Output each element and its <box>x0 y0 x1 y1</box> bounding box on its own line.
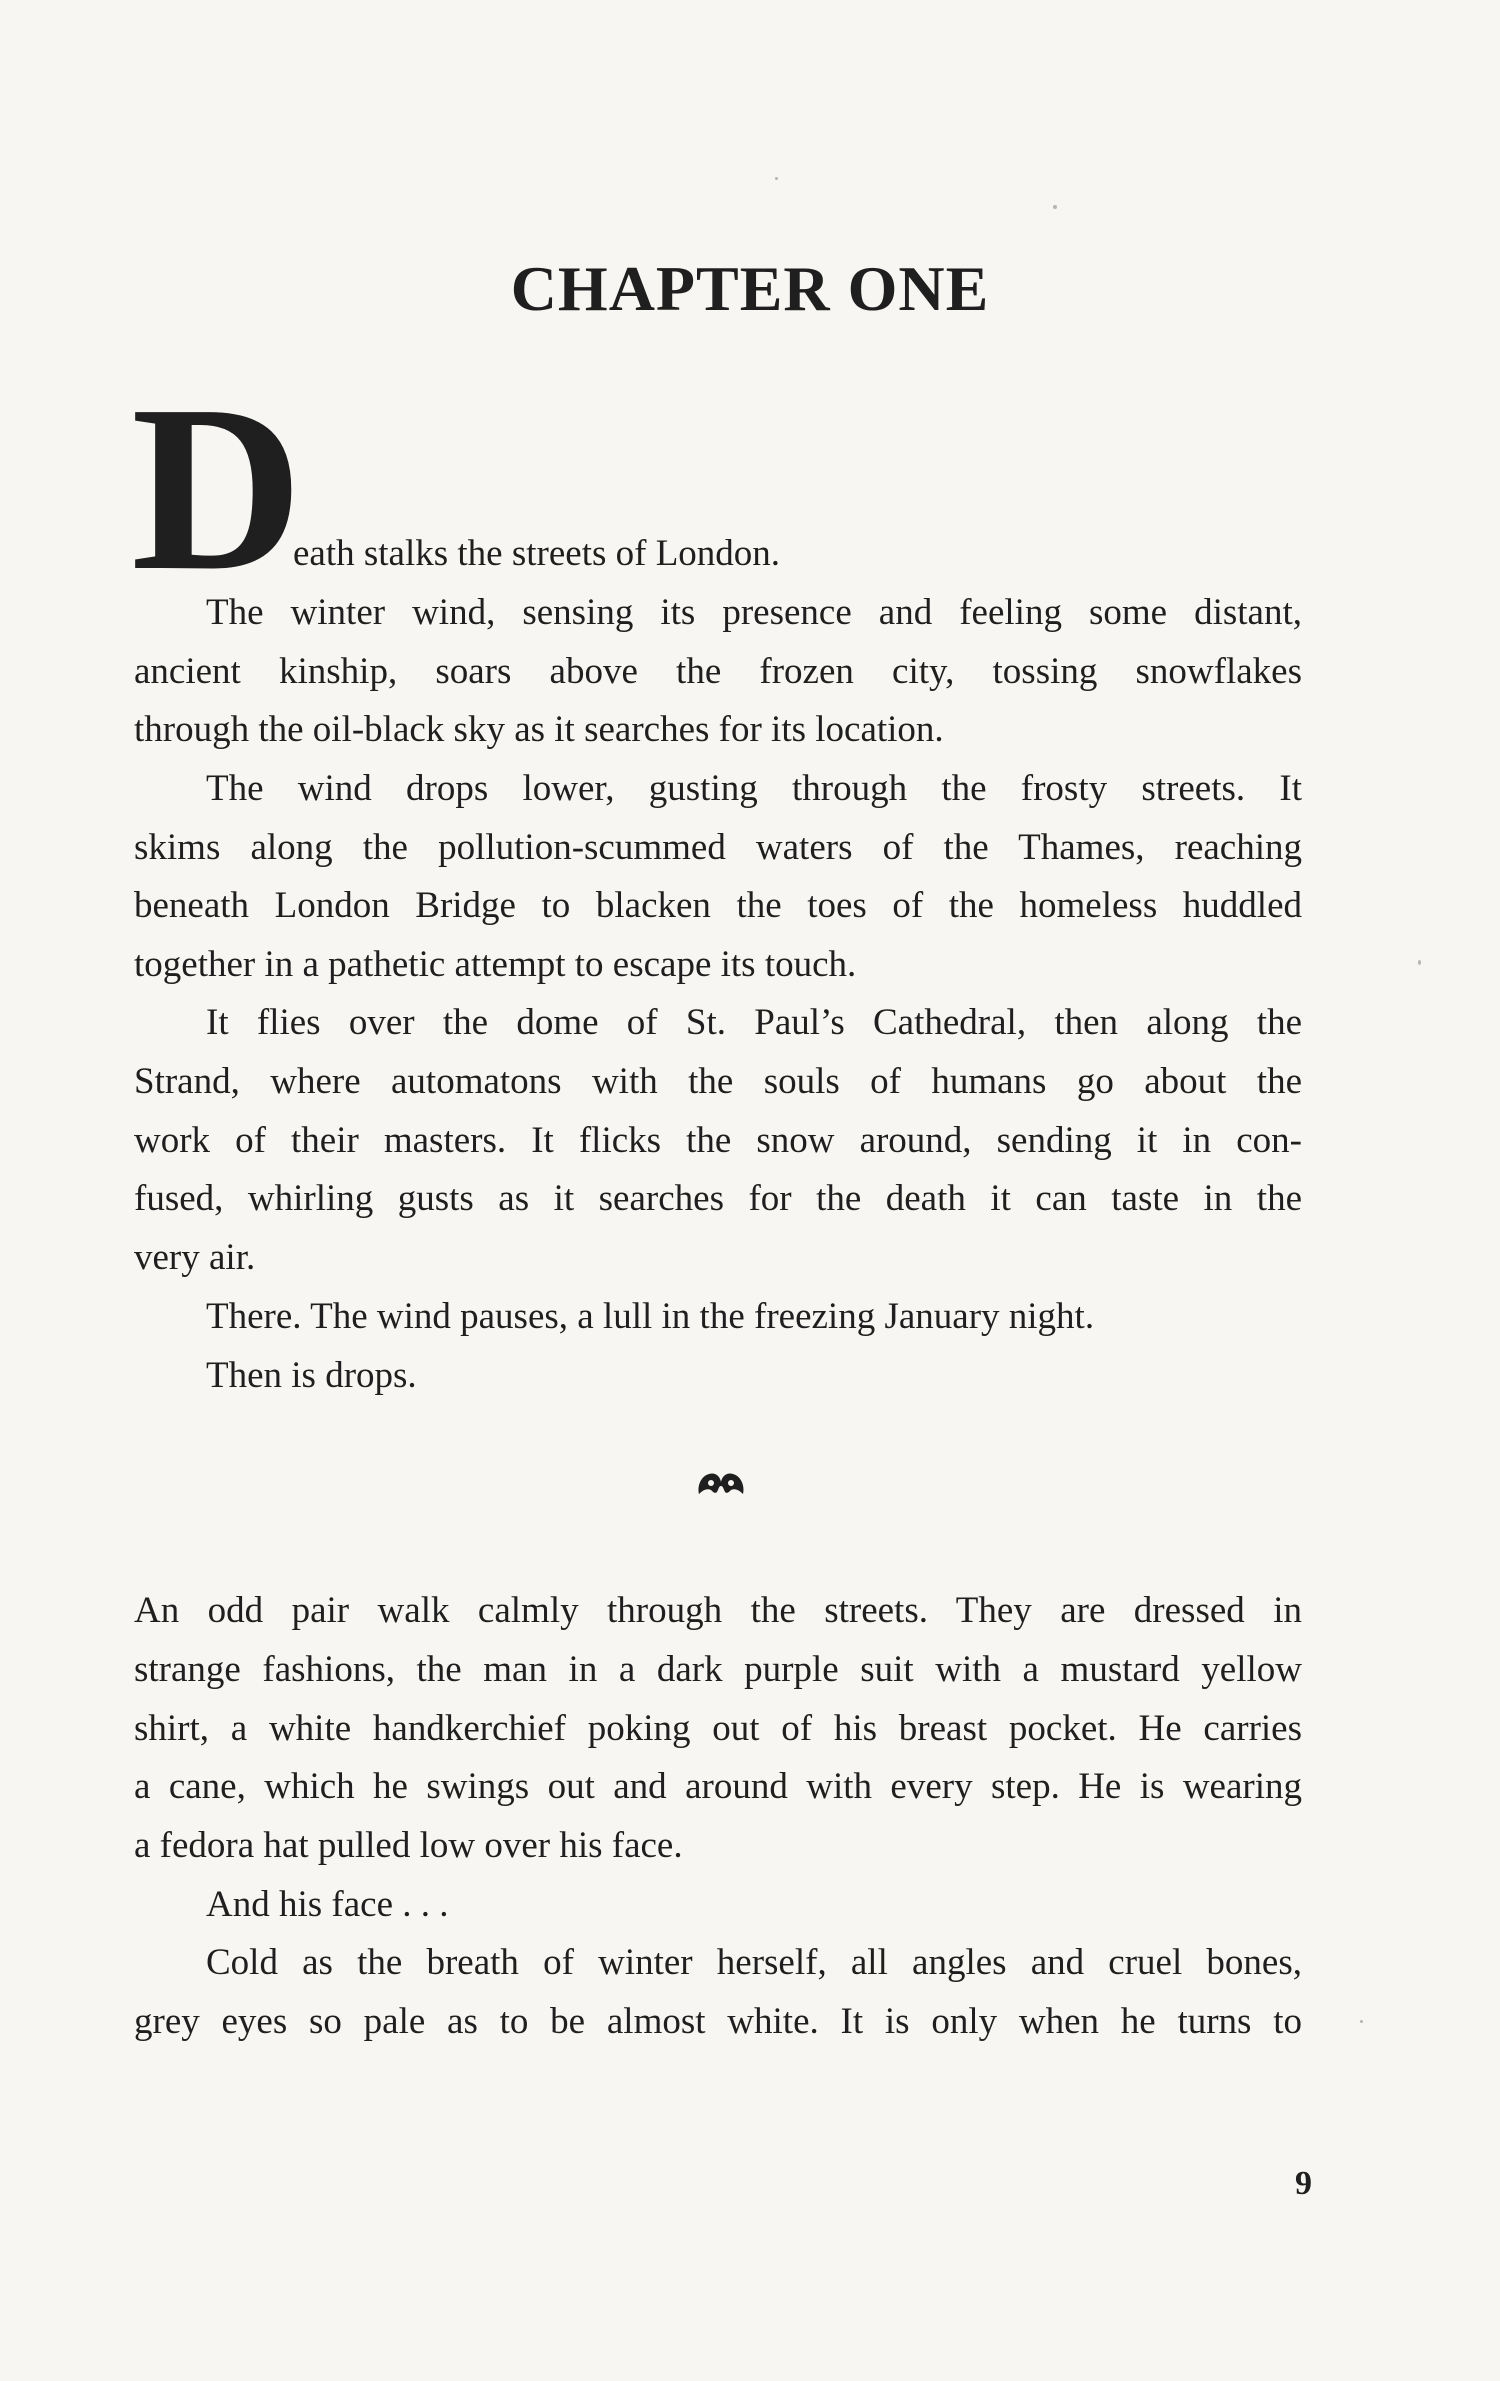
paragraph-line: work of their masters. It flicks the snow around, sending it in con- <box>134 1120 1302 1161</box>
paper-speck <box>775 177 778 180</box>
paragraph-line: The winter wind, sensing its presence and feeling some distant, <box>206 592 1302 633</box>
paragraph-line: grey eyes so pale as to be almost white. It is only when he turns to <box>134 2001 1302 2042</box>
paragraph-line: Strand, where automatons with the souls of humans go about the <box>134 1061 1302 1102</box>
paragraph-line: skims along the pollution-scummed waters of the Thames, reaching <box>134 827 1302 868</box>
paragraph-line: very air. <box>134 1237 256 1278</box>
paragraph-line: It flies over the dome of St. Paul’s Cathedral, then along the <box>206 1002 1302 1043</box>
paragraph-line: a fedora hat pulled low over his face. <box>134 1825 683 1866</box>
paper-speck <box>1053 205 1057 209</box>
paragraph-line: a cane, which he swings out and around with every step. He is wearing <box>134 1766 1302 1807</box>
paragraph-line: Cold as the breath of winter herself, all angles and cruel bones, <box>206 1942 1302 1983</box>
drop-cap: D <box>131 357 303 620</box>
paragraph-line: There. The wind pauses, a lull in the freezing January night. <box>206 1296 1095 1337</box>
paragraph-line: together in a pathetic attempt to escape its touch. <box>134 944 857 985</box>
paragraph-line: And his face . . . <box>206 1884 449 1925</box>
fleuron-ornament-icon <box>695 1464 747 1500</box>
paragraph-line: strange fashions, the man in a dark purple suit with a mustard yellow <box>134 1649 1302 1690</box>
chapter-title: CHAPTER ONE <box>510 253 990 324</box>
paragraph-line: eath stalks the streets of London. <box>293 533 781 574</box>
paper-speck <box>1360 2020 1363 2023</box>
paragraph-line: beneath London Bridge to blacken the toes of the homeless huddled <box>134 885 1302 926</box>
paragraph-line: The wind drops lower, gusting through the frosty streets. It <box>206 768 1302 809</box>
paragraph-line: ancient kinship, soars above the frozen city, tossing snowflakes <box>134 651 1302 692</box>
paragraph-line: Then is drops. <box>206 1355 417 1396</box>
paragraph-line: An odd pair walk calmly through the streets. They are dressed in <box>134 1590 1302 1631</box>
paragraph-line: shirt, a white handkerchief poking out of his breast pocket. He carries <box>134 1708 1302 1749</box>
paper-speck <box>1418 960 1421 965</box>
paragraph-line: through the oil-black sky as it searches for its location. <box>134 709 944 750</box>
paragraph-line: fused, whirling gusts as it searches for the death it can taste in the <box>134 1178 1302 1219</box>
page-number: 9 <box>1295 2165 1312 2202</box>
